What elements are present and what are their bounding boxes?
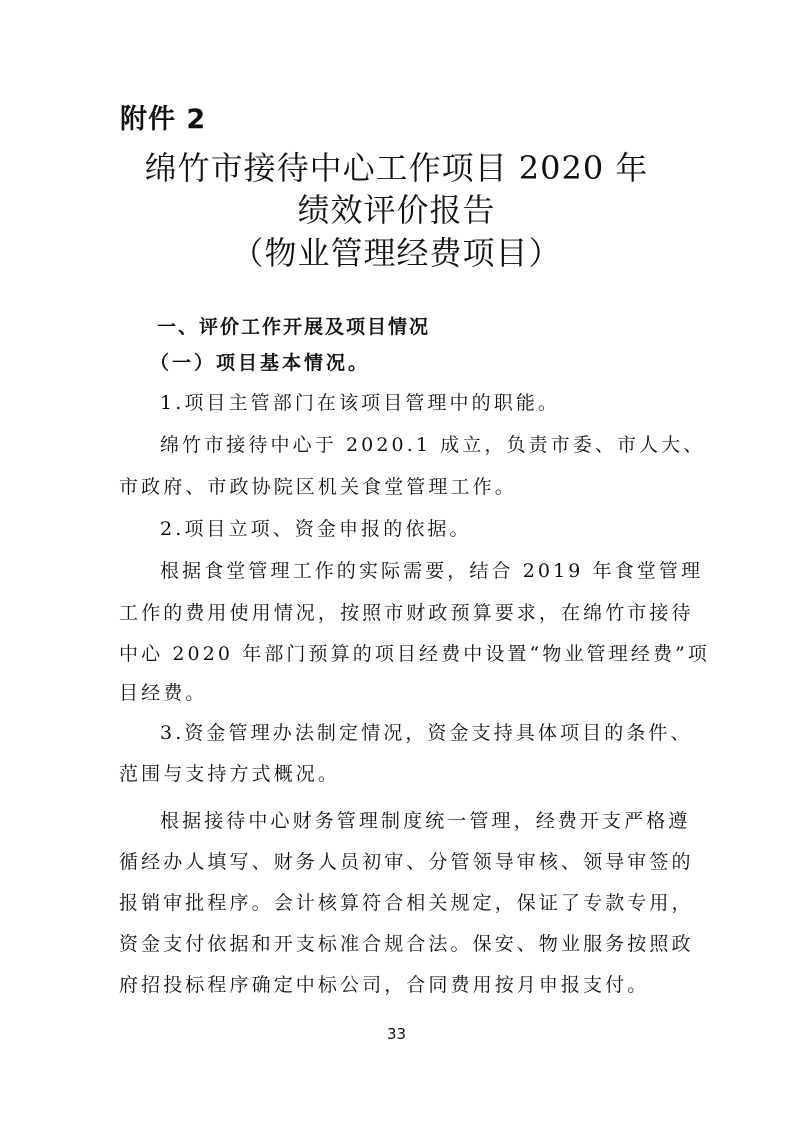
attachment-label: 附件 2 [120, 104, 207, 135]
document-title-line-1: 绵竹市接待中心工作项目 2020 年 [144, 149, 649, 187]
document-title-line-2: 绩效评价报告 [297, 191, 496, 229]
page-number: 33 [386, 1025, 407, 1043]
document-title-line-3: （物业管理经费项目） [231, 234, 562, 272]
body-line: 根据食堂管理工作的实际需要，结合 2019 年食堂管理 [160, 560, 704, 582]
body-line: 中心 2020 年部门预算的项目经费中设置“物业管理经费”项 [119, 643, 710, 665]
body-line: 目经费。 [119, 682, 208, 704]
body-line: 根据接待中心财务管理制度统一管理，经费开支严格遵 [160, 810, 691, 832]
subsection-heading: （一）项目基本情况。 [150, 352, 371, 374]
body-line: 1.项目主管部门在该项目管理中的职能。 [160, 392, 561, 414]
body-line: 范围与支持方式概况。 [119, 763, 341, 785]
body-line: 2.项目立项、资金申报的依据。 [160, 518, 472, 540]
body-line: 绵竹市接待中心于 2020.1 成立，负责市委、市人大、 [160, 434, 706, 456]
body-line: 市政府、市政协院区机关食堂管理工作。 [119, 476, 517, 498]
section-heading: 一、评价工作开展及项目情况 [157, 316, 431, 338]
body-line: 府招投标程序确定中标公司，合同费用按月申报支付。 [119, 974, 650, 996]
body-line: 循经办人填写、财务人员初审、分管领导审核、领导审签的 [119, 851, 694, 873]
body-line: 资金支付依据和开支标准合规合法。保安、物业服务按照政 [119, 933, 694, 955]
body-line: 工作的费用使用情况，按照市财政预算要求，在绵竹市接待 [119, 602, 694, 624]
body-line: 3.资金管理办法制定情况，资金支持具体项目的条件、 [160, 722, 693, 744]
body-line: 报销审批程序。会计核算符合相关规定，保证了专款专用， [119, 892, 694, 914]
